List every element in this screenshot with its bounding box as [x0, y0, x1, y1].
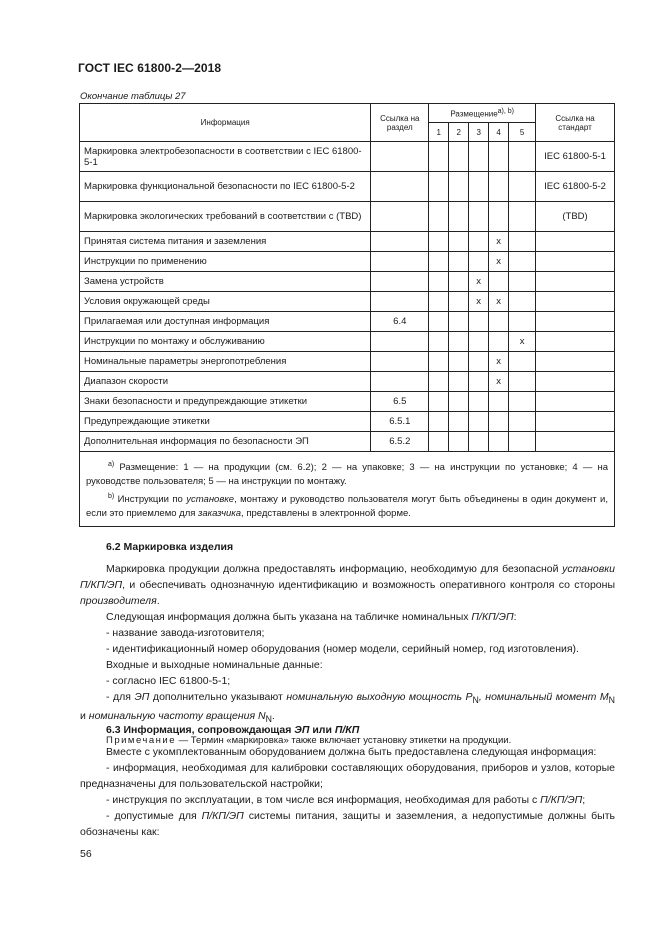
cell-standard-ref: IEC 61800-5-2: [536, 172, 615, 202]
subcol-4: 4: [489, 123, 509, 142]
cell-standard-ref: [536, 252, 615, 272]
list-item: - согласно IEC 61800-5-1;: [106, 675, 231, 687]
s63-li2-end: ;: [582, 794, 586, 806]
cell-placement-5: [509, 202, 536, 232]
cell-standard-ref: [536, 232, 615, 252]
section-6-2-para-3: Входные и выходные номинальные данные:: [106, 659, 323, 671]
s62-p1-end: .: [156, 595, 160, 607]
footnote-b-mark: b): [108, 493, 115, 501]
cell-placement-5: [509, 432, 536, 452]
footnote-b-text-2: , монтажу и руководство пользователя могут быть объединены в один документ и, если это приемлемо для: [86, 494, 609, 520]
footnote-b-text: Инструкции по: [117, 494, 187, 506]
s62-p2-text: Следующая информация должна быть указана на табличке номинальных: [106, 611, 472, 623]
footnote-b: [86, 490, 608, 521]
table-row: [80, 392, 615, 412]
cell-section-ref: [371, 252, 429, 272]
cell-placement-3: [469, 252, 489, 272]
cell-standard-ref: [536, 272, 615, 292]
cell-placement-1: [429, 252, 449, 272]
cell-information: Номинальные параметры энергопотребления: [80, 352, 371, 372]
table-27: [79, 103, 615, 527]
cell-information: Инструкции по применению: [80, 252, 371, 272]
cell-section-ref: [371, 372, 429, 392]
cell-placement-1: [429, 202, 449, 232]
cell-placement-2: [449, 332, 469, 352]
footnote-b-italic-1: установке: [186, 494, 235, 506]
s63-heading-italic-1: ЭП: [294, 724, 310, 736]
cell-section-ref: [371, 332, 429, 352]
section-6-2-heading: 6.2 Маркировка изделия: [106, 541, 234, 553]
subcol-2: 2: [449, 123, 469, 142]
section-6-3-heading: [80, 722, 615, 738]
cell-placement-1: [429, 332, 449, 352]
cell-standard-ref: IEC 61800-5-1: [536, 142, 615, 172]
page-number: 56: [80, 848, 92, 860]
cell-section-ref: [371, 352, 429, 372]
cell-information: Дополнительная информация по безопасности ЭП: [80, 432, 371, 452]
footnote-a-mark: a): [108, 461, 115, 468]
li4-italic-3: , номинальный момент M: [478, 691, 609, 703]
cell-placement-3: [469, 312, 489, 332]
header-placement: [429, 104, 536, 123]
s63-heading-text-2: или: [309, 724, 335, 736]
cell-information: Маркировка экологических требований в соответствии с (TBD): [80, 202, 371, 232]
cell-placement-5: [509, 352, 536, 372]
cell-standard-ref: [536, 432, 615, 452]
cell-section-ref: 6.5: [371, 392, 429, 412]
cell-standard-ref: [536, 412, 615, 432]
cell-placement-5: [509, 392, 536, 412]
cell-placement-2: [449, 172, 469, 202]
cell-placement-5: [509, 232, 536, 252]
table-row: [80, 142, 615, 172]
table-row: [80, 352, 615, 372]
cell-information: Предупреждающие этикетки: [80, 412, 371, 432]
cell-placement-2: [449, 142, 469, 172]
cell-placement-5: [509, 372, 536, 392]
table-row: [80, 432, 615, 452]
cell-placement-2: [449, 292, 469, 312]
cell-placement-4: [489, 432, 509, 452]
cell-placement-4: [489, 412, 509, 432]
cell-placement-2: [449, 312, 469, 332]
table-row: [80, 272, 615, 292]
cell-standard-ref: [536, 312, 615, 332]
li4-sub-2: N: [608, 695, 615, 706]
table-caption: Окончание таблицы 27: [80, 91, 186, 102]
cell-placement-4: x: [489, 252, 509, 272]
header-standard-ref: Ссылка на стандарт: [536, 104, 615, 142]
header-section-ref: Ссылка на раздел: [371, 104, 429, 142]
cell-standard-ref: [536, 352, 615, 372]
cell-placement-1: [429, 292, 449, 312]
cell-section-ref: [371, 142, 429, 172]
cell-placement-2: [449, 202, 469, 232]
cell-placement-4: [489, 142, 509, 172]
li4-sub-1: N: [472, 695, 479, 706]
cell-placement-5: [509, 312, 536, 332]
s63-li2-italic: П/КП/ЭП: [540, 794, 583, 806]
cell-section-ref: 6.4: [371, 312, 429, 332]
cell-section-ref: [371, 292, 429, 312]
cell-placement-1: [429, 392, 449, 412]
li4-italic-1: ЭП: [134, 691, 150, 703]
cell-placement-4: x: [489, 352, 509, 372]
cell-placement-1: [429, 312, 449, 332]
subcol-3: 3: [469, 123, 489, 142]
s63-heading-text: 6.3 Информация, сопровождающая: [106, 724, 295, 736]
section-6-2-para-1: [80, 561, 615, 609]
cell-placement-4: [489, 202, 509, 232]
cell-section-ref: [371, 172, 429, 202]
cell-placement-2: [449, 352, 469, 372]
s63-li3-text: - допустимые для: [106, 810, 202, 822]
s62-p2-italic: П/КП/ЭП: [471, 611, 514, 623]
s63-li3-italic: П/КП/ЭП: [201, 810, 244, 822]
cell-placement-3: [469, 352, 489, 372]
li4-text-2: дополнительно указывают: [149, 691, 287, 703]
cell-placement-3: [469, 392, 489, 412]
header-placement-label: Размещение: [450, 109, 498, 119]
cell-placement-1: [429, 432, 449, 452]
cell-placement-1: [429, 272, 449, 292]
li4-italic-4: номинальную частоту вращения N: [88, 710, 266, 723]
s62-p1-text: Маркировка продукции должна предоставлять информацию, необходимую для безопасной: [106, 563, 563, 575]
cell-section-ref: 6.5.1: [371, 412, 429, 432]
section-6-2: [80, 539, 615, 749]
footnote-a: [86, 458, 608, 489]
s62-p1-text-2: , и обеспечивать однозначную идентификацию и возможность оперативного контроля со стороны: [122, 579, 615, 591]
cell-information: Маркировка функциональной безопасности по IEC 61800-5-2: [80, 172, 371, 202]
li4-end: .: [271, 710, 275, 723]
cell-information: Прилагаемая или доступная информация: [80, 312, 371, 332]
cell-placement-5: [509, 142, 536, 172]
cell-section-ref: [371, 202, 429, 232]
li4-italic-2: номинальную выходную мощность P: [286, 691, 473, 703]
s62-p1-italic-1: установки П/КП/ЭП: [80, 563, 615, 591]
list-item: [80, 808, 615, 840]
footnote-a-text: Размещение: 1 — на продукции (см. 6.2); 2 — на упаковке; 3 — на инструкции по установке; 4 — на руководстве пользователя; 5 — на инструкции по монтажу.: [86, 462, 608, 488]
subcol-5: 5: [509, 123, 536, 142]
s62-p2-end: :: [513, 611, 517, 623]
cell-placement-2: [449, 252, 469, 272]
list-item: - идентификационный номер оборудования (номер модели, серийный номер, год изготовления).: [106, 643, 579, 655]
cell-placement-2: [449, 412, 469, 432]
section-6-2-para-2: [80, 609, 615, 625]
cell-placement-3: x: [469, 272, 489, 292]
cell-placement-3: [469, 432, 489, 452]
li4-text-3: и: [80, 710, 89, 723]
note-label: Примечание: [106, 735, 176, 747]
footnote-b-text-3: , представлены в электронной форме.: [241, 508, 411, 520]
cell-placement-1: [429, 172, 449, 202]
cell-section-ref: 6.5.2: [371, 432, 429, 452]
cell-placement-1: [429, 372, 449, 392]
subcol-1: 1: [429, 123, 449, 142]
cell-standard-ref: [536, 392, 615, 412]
cell-standard-ref: [536, 372, 615, 392]
list-item: [80, 792, 615, 808]
s63-heading-italic-2: П/КП: [334, 724, 360, 736]
cell-placement-1: [429, 142, 449, 172]
cell-standard-ref: [536, 332, 615, 352]
cell-placement-2: [449, 432, 469, 452]
table-row: [80, 412, 615, 432]
cell-information: Замена устройств: [80, 272, 371, 292]
cell-placement-5: x: [509, 332, 536, 352]
cell-placement-2: [449, 372, 469, 392]
table-row: [80, 312, 615, 332]
cell-placement-5: [509, 412, 536, 432]
cell-information: Условия окружающей среды: [80, 292, 371, 312]
cell-placement-5: [509, 292, 536, 312]
cell-placement-4: [489, 312, 509, 332]
table-row: [80, 202, 615, 232]
cell-placement-5: [509, 172, 536, 202]
table-row: [80, 292, 615, 312]
cell-placement-2: [449, 272, 469, 292]
cell-placement-4: [489, 332, 509, 352]
cell-standard-ref: [536, 292, 615, 312]
cell-placement-3: [469, 142, 489, 172]
cell-information: Инструкции по монтажу и обслуживанию: [80, 332, 371, 352]
footnote-b-italic-2: заказчика: [198, 508, 242, 520]
cell-placement-3: [469, 202, 489, 232]
cell-placement-3: [469, 172, 489, 202]
cell-placement-4: x: [489, 372, 509, 392]
s63-li2-text: - инструкция по эксплуатации, в том числе вся информация, необходимая для работы с: [106, 794, 541, 806]
cell-placement-3: x: [469, 292, 489, 312]
cell-placement-4: x: [489, 232, 509, 252]
table-footnotes: [80, 452, 615, 527]
cell-placement-5: [509, 252, 536, 272]
cell-placement-2: [449, 232, 469, 252]
cell-placement-3: [469, 332, 489, 352]
cell-placement-3: [469, 412, 489, 432]
cell-standard-ref: (TBD): [536, 202, 615, 232]
header-placement-sup: a), b): [497, 107, 514, 115]
note-text: — Термин «маркировка» также включает установку этикетки на продукции.: [176, 735, 512, 747]
cell-placement-5: [509, 272, 536, 292]
document-header: ГОСТ IEC 61800-2—2018: [78, 61, 222, 75]
cell-placement-4: [489, 272, 509, 292]
cell-placement-1: [429, 352, 449, 372]
cell-placement-3: [469, 232, 489, 252]
cell-placement-1: [429, 412, 449, 432]
cell-information: Диапазон скорости: [80, 372, 371, 392]
header-information: Информация: [80, 104, 371, 142]
table-row: [80, 232, 615, 252]
s62-p1-italic-2: производителя: [80, 595, 157, 607]
cell-placement-4: [489, 172, 509, 202]
section-6-3-para-1: Вместе с укомплектованным оборудованием должна быть предоставлена следующая информация:: [106, 746, 597, 758]
s63-li3-end: системы питания, защиты и заземления, а недопустимые должны быть обозначены как:: [80, 810, 615, 838]
table-row: [80, 332, 615, 352]
section-6-3: [80, 722, 615, 840]
cell-information: Маркировка электробезопасности в соответствии с IEC 61800-5-1: [80, 142, 371, 172]
list-item: - информация, необходимая для калибровки составляющих оборудования, приборов и узлов, которые предназначены для пользовательской настройки;: [80, 762, 615, 790]
li4-sub-3: N: [265, 714, 272, 725]
cell-placement-3: [469, 372, 489, 392]
cell-information: Знаки безопасности и предупреждающие этикетки: [80, 392, 371, 412]
cell-section-ref: [371, 232, 429, 252]
table-row: [80, 372, 615, 392]
li4-text-1: - для: [106, 691, 135, 703]
cell-information: Принятая система питания и заземления: [80, 232, 371, 252]
list-item: - название завода-изготовителя;: [106, 627, 265, 639]
table-row: [80, 172, 615, 202]
cell-placement-4: [489, 392, 509, 412]
cell-placement-4: x: [489, 292, 509, 312]
cell-section-ref: [371, 272, 429, 292]
cell-placement-2: [449, 392, 469, 412]
table-row: [80, 252, 615, 272]
cell-placement-1: [429, 232, 449, 252]
